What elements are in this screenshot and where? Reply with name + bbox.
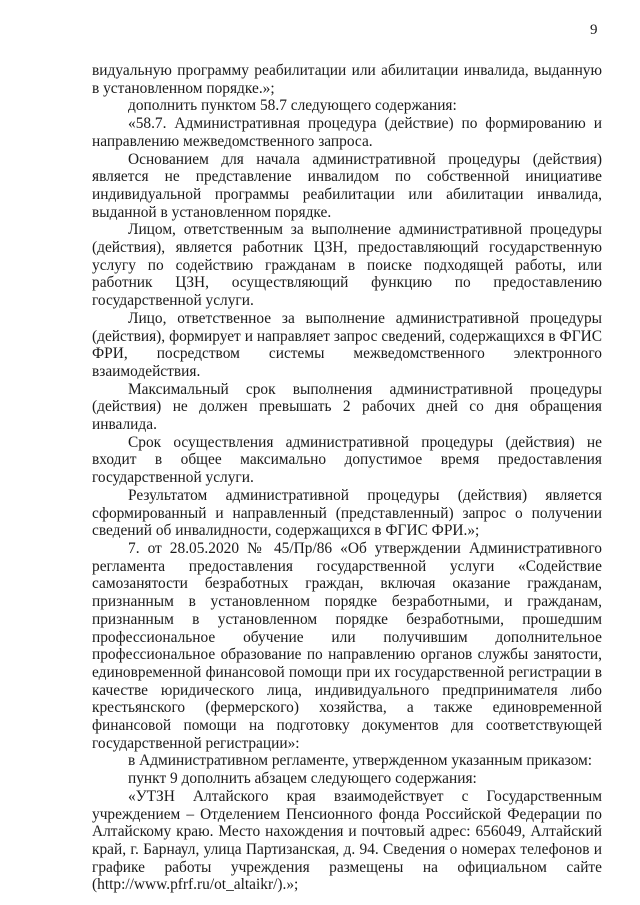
paragraph: 7. от 28.05.2020 № 45/Пр/86 «Об утверждении Административного регламента предоставления государственной услуги «Содействие самозанятости безработных граждан, включая оказание гражданам, признанным в установленном порядке безработными, и гражданам, признанным в установленном порядке безработными, прошедшим профессиональное обучение или получившим дополнительное профессиональное образование по направлению органов службы занятости, единовременной финансовой помощи при их государственной регистрации в качестве юридического лица, индивидуального предпринимателя либо крестьянского (фермерского) хозяйства, а также единовременной финансовой помощи на подготовку документов для соответствующей государственной регистрации»: <box>92 539 602 752</box>
page-number: 9 <box>590 22 598 38</box>
document-body <box>92 62 602 894</box>
paragraph: Лицом, ответственным за выполнение административной процедуры (действия), является работник ЦЗН, предоставляющий государственную услугу по содействию гражданам в поиске подходящей работы, или работник ЦЗН, осуществляющий функцию по предоставлению государственной услуги. <box>92 221 602 310</box>
paragraph: Лицо, ответственное за выполнение административной процедуры (действия), формирует и направляет запрос сведений, содержащихся в ФГИС ФРИ, посредством системы межведомственного электронного взаимодействия. <box>92 309 602 380</box>
paragraph: Основанием для начала административной процедуры (действия) является не представление инвалидом по собственной инициативе индивидуальной программы реабилитации или абилитации инвалида, выданной в установленном порядке. <box>92 150 602 221</box>
paragraph: пункт 9 дополнить абзацем следующего содержания: <box>128 770 477 788</box>
paragraph: в Административном регламенте, утвержденном указанным приказом: <box>128 752 593 770</box>
paragraph: «58.7. Административная процедура (действие) по формированию и направлению межведомственного запроса. <box>92 115 602 150</box>
paragraph: Срок осуществления административной процедуры (действия) не входит в общее максимально допустимое время предоставления государственной услуги. <box>92 433 602 487</box>
paragraph: Результатом административной процедуры (действия) является сформированный и направленный (представленный) запрос о получении сведений об инвалидности, содержащихся в ФГИС ФРИ.»; <box>92 486 602 540</box>
paragraph: видуальную программу реабилитации или абилитации инвалида, выданную в установленном порядке.»; <box>92 62 602 97</box>
paragraph: «УТЗН Алтайского края взаимодействует с Государственным учреждением – Отделением Пенсионного фонда Российской Федерации по Алтайскому краю. Место нахождения и почтовый адрес: 656049, Алтайский край, г. Барнаул, улица Партизанская, д. 94. Сведения о номерах телефонов и графике работы учреждения размещены на официальном сайте (http://www.pfrf.ru/ot_altaikr/).»; <box>92 787 602 894</box>
paragraph: Максимальный срок выполнения административной процедуры (действия) не должен превышать 2 рабочих дней со дня обращения инвалида. <box>92 380 602 434</box>
paragraph: дополнить пунктом 58.7 следующего содержания: <box>128 97 457 115</box>
